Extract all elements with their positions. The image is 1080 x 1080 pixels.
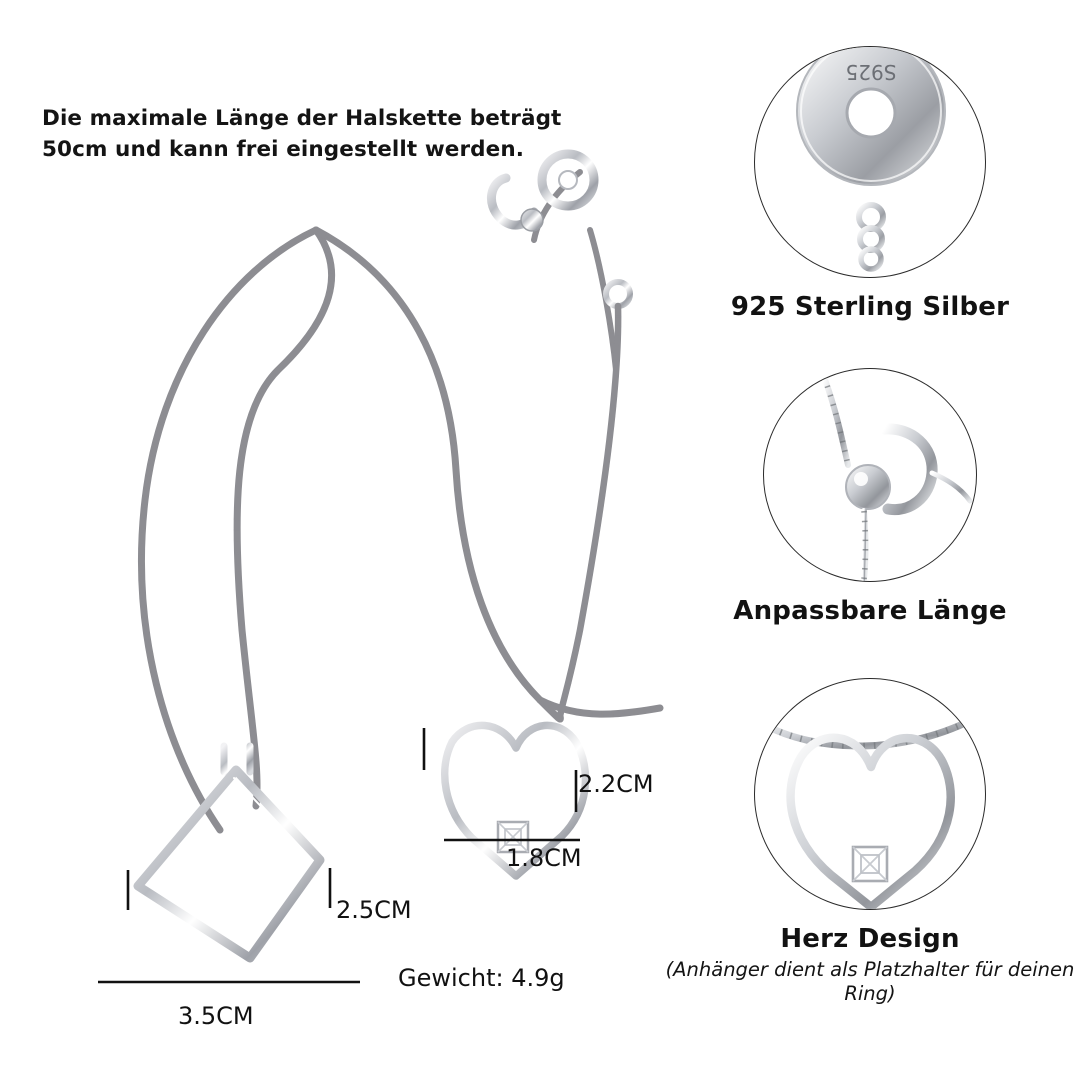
feature-title: 925 Sterling Silber: [730, 292, 1010, 322]
circle-frame: [754, 46, 986, 278]
chain-left: [142, 230, 316, 830]
circle-frame: [754, 678, 986, 910]
silver-stamp-925-icon: [755, 47, 986, 278]
feature-title: Anpassbare Länge: [733, 596, 1007, 626]
label-heart-height: 2.2CM: [578, 770, 654, 798]
label-pendant-height: 2.5CM: [336, 896, 412, 924]
kite-pendant: [138, 736, 320, 958]
feature-heart-circle: [754, 678, 986, 910]
lobster-clasp-icon: [764, 369, 977, 582]
label-weight: Gewicht: 4.9g: [398, 964, 565, 992]
label-pendant-width: 3.5CM: [178, 1002, 254, 1030]
chain-inner: [237, 230, 332, 806]
feature-clasp-circle: [763, 368, 977, 582]
page-title: Die maximale Länge der Halskette beträgt 50cm und kann frei eingestellt werden.: [42, 106, 562, 162]
necklace-illustration: [20, 70, 720, 1080]
feature-adjustable-length: [660, 368, 1080, 626]
feature-subtitle: (Anhänger dient als Platzhalter für deinen Ring): [665, 958, 1075, 1006]
feature-925-circle: [754, 46, 986, 278]
feature-925-silver: [660, 46, 1080, 322]
feature-title: Herz Design: [780, 924, 960, 954]
stamp-text: S925: [845, 60, 897, 84]
heart-pendant-icon: [755, 679, 986, 910]
circle-frame: [763, 368, 977, 582]
clasp-and-extender: [491, 154, 630, 718]
label-heart-width: 1.8CM: [506, 844, 582, 872]
feature-heart-design: [660, 678, 1080, 1007]
